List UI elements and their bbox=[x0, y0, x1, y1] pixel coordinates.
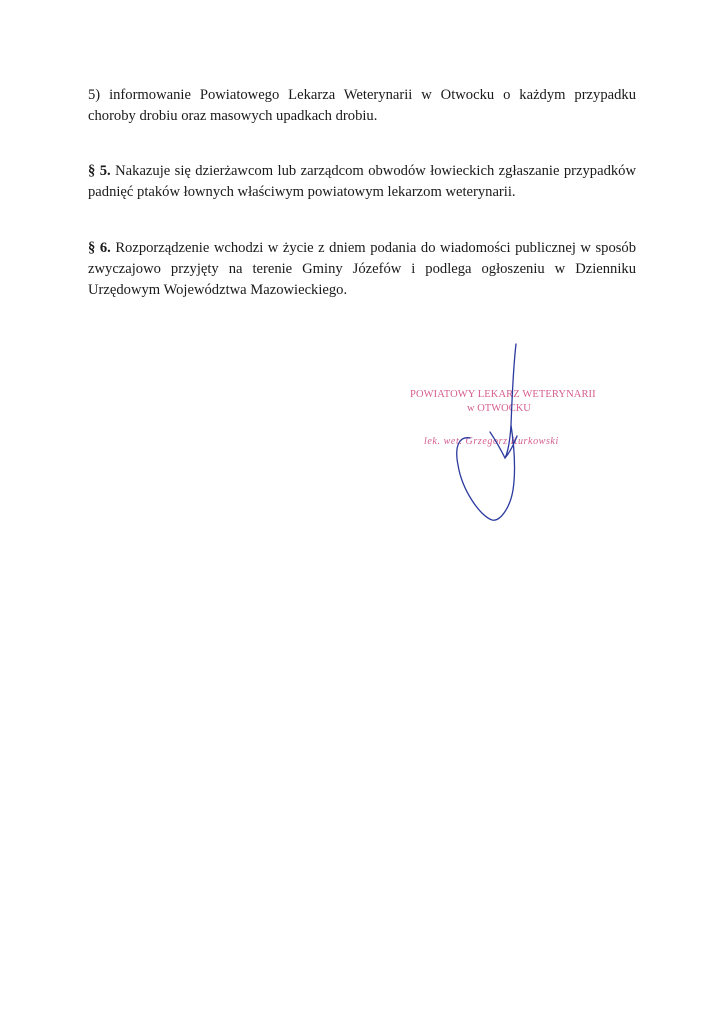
stamp-office-location: w OTWOCKU bbox=[467, 403, 531, 414]
paragraph-item-5-text: 5) informowanie Powiatowego Lekarza Weterynarii w Otwocku o każdym przypadku choroby drobiu oraz masowych upadkach drobiu. bbox=[88, 87, 636, 124]
section-5-text: Nakazuje się dzierżawcom lub zarządcom obwodów łowieckich zgłaszanie przypadków padnięć ptaków łownych właściwym powiatowym lekarzom weterynarii. bbox=[88, 163, 637, 200]
section-5-number: § 5. bbox=[88, 163, 111, 179]
handwritten-signature bbox=[450, 340, 530, 530]
signature-stroke bbox=[457, 344, 517, 520]
stamp-office-title: POWIATOWY LEKARZ WETERYNARII bbox=[410, 389, 596, 400]
paragraph-section-6 bbox=[88, 238, 636, 301]
stamp-officer-name: lek. wet. Grzegorz Kurkowski bbox=[424, 436, 559, 447]
section-6-text: Rozporządzenie wchodzi w życie z dniem podania do wiadomości publicznej w sposób zwyczajowo przyjęty na terenie Gminy Józefów i podlega ogłoszeniu w Dzienniku Urzędowym Województwa Mazowieckiego. bbox=[88, 240, 637, 298]
paragraph-item-5 bbox=[88, 85, 636, 127]
section-6-number: § 6. bbox=[88, 240, 111, 256]
paragraph-section-5 bbox=[88, 161, 636, 203]
